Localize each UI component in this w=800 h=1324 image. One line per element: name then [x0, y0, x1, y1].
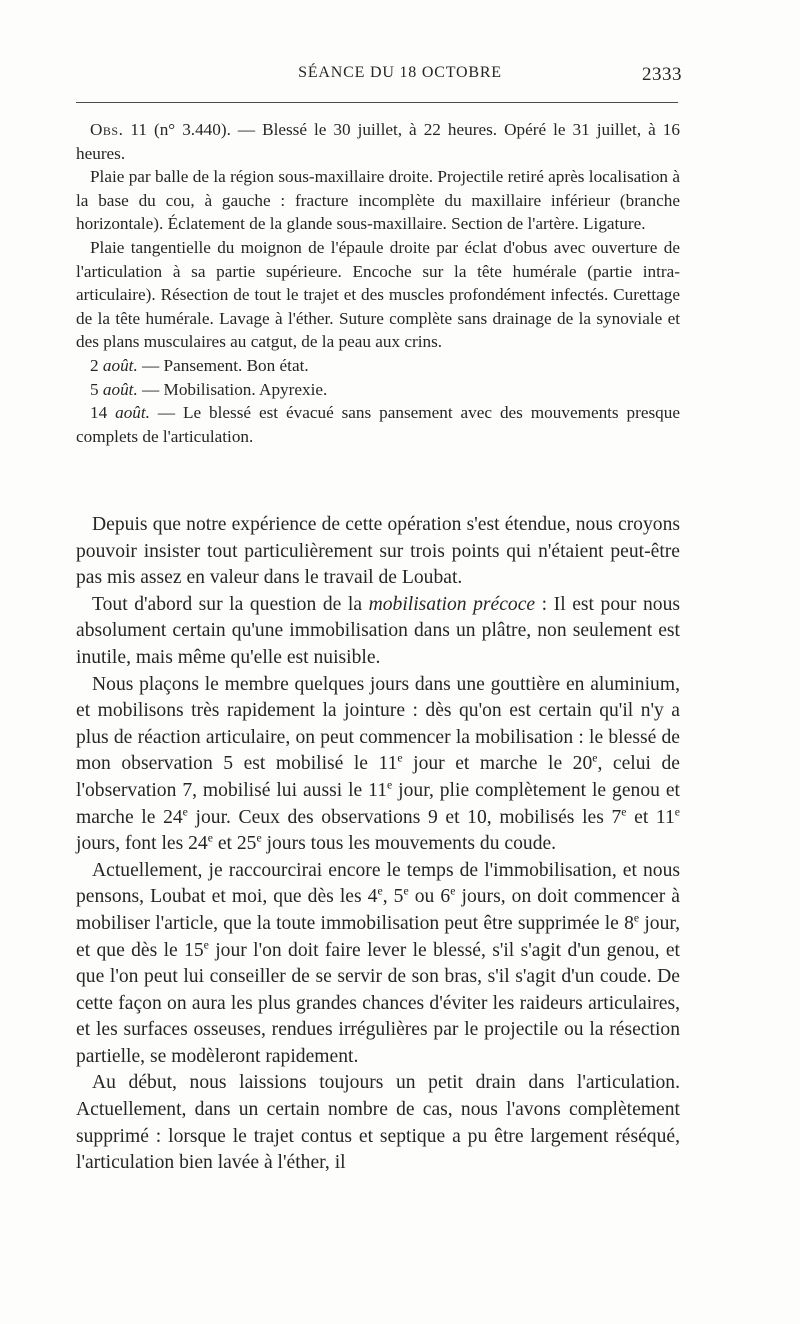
body-paragraph: Au début, nous laissions toujours un petit drain dans l'articulation. Actuellement, dans un certain nombre de cas, nous l'avons complètement supprimé : lorsque le trajet contus et septique a pu être largement réséqué, l'articulation bien lavée à l'éther, il — [76, 1072, 680, 1174]
text-run: jour, plie complètement le genou et marche le 24 — [76, 779, 681, 828]
superscript: e — [403, 884, 409, 898]
running-header — [0, 64, 800, 90]
page-number: 2333 — [642, 64, 682, 85]
text-run: , celui de l'observation 7, mobilisé lui aussi le 11 — [76, 753, 680, 801]
entry-text: — Le blessé est évacué sans pansement avec des mouvements presque complets de l'articulation. — [76, 403, 680, 446]
entry-day: 5 — [90, 379, 99, 399]
superscript: e — [377, 884, 383, 898]
observation-entry — [76, 378, 680, 402]
body-paragraph — [76, 592, 680, 672]
observation-paragraph: Plaie tangentielle du moignon de l'épaule droite par éclat d'obus avec ouverture de l'articulation à sa partie supérieure. Encoche sur la tête humérale (partie intra-articulaire). Résection de tout le trajet et des muscles profondément infectés. Curettage de la tête humérale. Lavage à l'éther. Suture complète sans drainage de la synoviale et des plans musculaires au catgut, de la peau aux crins. — [76, 237, 680, 352]
body-paragraph: Depuis que notre expérience de cette opération s'est étendue, nous croyons pouvoir insister tout particulièrement sur trois points qui n'étaient peut-être pas mis assez en valeur dans le travail de Loubat. — [76, 514, 680, 589]
entry-month: août. — [115, 403, 150, 423]
text-run: jour et marche le 20 — [402, 753, 593, 775]
entry-month: août. — [102, 355, 138, 375]
observation-entry — [76, 401, 680, 448]
superscript: e — [207, 831, 213, 845]
text-run: Tout d'abord sur la question de la — [92, 593, 369, 615]
entry-text: — Pansement. Bon état. — [137, 355, 309, 375]
text-run: jour l'on doit faire lever le blessé, s'il s'agit d'un genou, et que l'on peut lui conseiller de se servir de son bras, s'il s'agit d'un coude. De cette façon on aura les plus grandes chances d'éviter les raideurs articulaires, et les surfaces osseuses, rendues irrégulières par le projectile ou la résection partielle, se modèleront rapidement. — [76, 939, 680, 1067]
text-run: ou 6 — [408, 886, 451, 908]
superscript: e — [674, 805, 680, 818]
text-run: jour. Ceux des observations 9 et 10, mobilisés les 7 — [187, 806, 622, 828]
text-run: : Il est pour nous absolument certain qu'une immobilisation dans un plâtre, non seulement est inutile, mais même qu'elle est nuisible. — [76, 593, 681, 668]
entry-day: 14 — [90, 403, 108, 423]
superscript: e — [256, 831, 262, 845]
entry-text: — Mobilisation. Apyrexie. — [137, 379, 328, 399]
body-text — [76, 512, 680, 1177]
superscript: e — [633, 911, 640, 925]
entry-day: 2 — [90, 355, 99, 375]
body-paragraph — [76, 858, 680, 1071]
observation-line1: 11 (n° 3.440). — Blessé le 30 juillet, à 22 heures. Opéré le 31 juillet, à 16 heures. — [76, 120, 680, 163]
text-run: Actuellement, je raccourcirai encore le temps de l'immobilisation, et nous pensons, Loubat et moi, que dès les 4 — [76, 859, 680, 908]
body-paragraph — [76, 672, 680, 858]
emphasis-mobilisation-precoce: mobilisation précoce — [368, 593, 536, 615]
text-run: jours, on doit commencer à mobiliser l'article, que la toute immobilisation peut être supprimée le 8 — [76, 886, 681, 934]
header-title-text: SÉANCE DU 18 OCTOBRE — [298, 64, 502, 81]
text-run: et 11 — [626, 806, 675, 828]
superscript: e — [387, 778, 393, 792]
superscript: e — [450, 884, 456, 898]
text-run: jours, font les 24 — [76, 833, 208, 855]
observation-entry — [76, 354, 680, 378]
observation-label: Obs. — [90, 120, 124, 139]
text-run: et 25 — [212, 833, 257, 855]
text-run: jour, et que dès le 15 — [76, 912, 680, 961]
superscript: e — [621, 805, 627, 818]
text-run: jours tous les mouvements du coude. — [261, 833, 557, 855]
superscript: e — [592, 751, 598, 765]
superscript: e — [182, 805, 188, 818]
superscript: e — [203, 937, 209, 951]
observation-intro — [76, 118, 680, 165]
observation-paragraph: Plaie par balle de la région sous-maxillaire droite. Projectile retiré après localisation à la base du cou, à gauche : fracture incomplète du maxillaire inférieur (branche horizontale). Éclatement de la glande sous-maxillaire. Section de l'artère. Ligature. — [76, 167, 680, 234]
text-run: , 5 — [382, 886, 404, 908]
text-run: Nous plaçons le membre quelques jours dans une gouttière en aluminium, et mobilisons très rapidement la jointure : dès qu'on est certain qu'il n'y a plus de réaction articulaire, on peut commencer la mobilisation : le blessé de mon observation 5 est mobilisé le 11 — [76, 673, 680, 775]
superscript: e — [397, 751, 403, 765]
observation-block — [76, 118, 680, 448]
entry-month: août. — [102, 379, 138, 399]
header-rule — [76, 102, 678, 103]
